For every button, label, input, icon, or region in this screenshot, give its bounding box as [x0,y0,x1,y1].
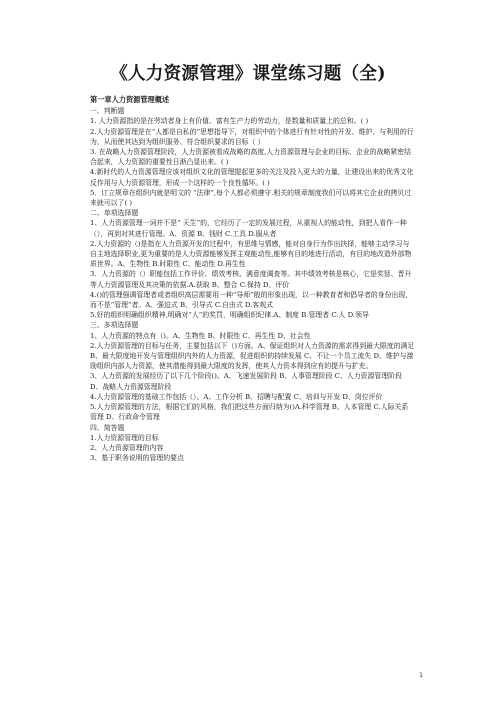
question-tf-3: 3. 在战略人力资源管理阶段，人力资源被看成战略的高度,人力资源管理与企业的目标、企业的战略紧密结合起来，人力资源的重要性日渐凸显出来。( ) [90,148,412,167]
question-sa-3: 3、基于职务说明的管理的要点 [90,454,184,463]
chapter-heading: 第一章人力资源管理概述 [90,95,170,104]
question-tf-4: 4.新时代的人力资源管理应该对组织文化的管理提起更多的关注及投入更大的力量，让建设出来的优秀文化反作用与人力资源管理，形成一个这样的一个良性循环。( ) [90,168,414,187]
question-mc-2: 2.人力资源管理的目标与任务，主要包括以下（)方面。A、保证组织对人力资源的需求得到最大限度的满足 B、最大限度地开发与管理组织内外的人力资源，促进组织的持续发展 C、不让一个员工流失 D、维护与激励组织内部人力资源，使其潜能得到最大限度的发挥，使其人力资本得到应有的提升与扩充。 [90,341,415,371]
document-title: 《人力资源管理》课堂练习题（全) [110,64,386,84]
question-sc-1: 1、人力资源管理一词并不是“ 天生”的，它经历了一定的发展过程，从重视人的能动性，到把人看作一种（），再到对其进行管理。A、资源 B、钱财 C.工具 D.服从者 [90,219,407,238]
question-sa-1: 1.人力资源管理的目标 [90,433,159,442]
section-heading-single-choice: 二、单项选择题 [90,209,139,218]
question-tf-1: 1. 人力资源指的是在劳动者身上有价值、富有生产力的劳动力，是数量和质量上的总和。( ) [90,117,369,126]
question-mc-3: 3、人力资源的发展经历了以下几个阶段()。A、飞速发展阶段 B、人事管理阶段 C、人力资源管理阶段 D、战略人力资源管理阶段 [90,372,402,391]
section-heading-true-false: 一、判断题 [90,107,125,116]
question-mc-5: 5.人力资源管理的方法，根据它们的风格，我们把这些方面归纳为()A.科学管理 B、人本管理 C.人际关系管理 D、行政命令管理 [90,403,409,422]
question-tf-5: 5．订立规章在组织内就是明文的 “法律”,每个人都必须遵守.相关的规章制度我们可以将其它企业的拷贝过来就可以了( ) [90,188,412,208]
question-mc-1: 1、人力资源的特点有（)。A、生物性 B、时限性 C、再生性 D、社会性 [90,331,311,340]
question-sc-5: 5.好的组织明确组织精神,明确对“人”的奖罚，明确组织纪律.A、制度 B.管理者 C.人 D.领导 [90,311,369,320]
question-sc-4: 4.()的管理强调管理者或者组织高层需要用一种“导师”般的形象出现，以一种教育者和倡导者的身份出现，而不是“管理”者。A、强迫式 B、引导式 C.自由式 D.客观式 [90,290,413,310]
question-sa-2: 2、人力资源管理的内容 [90,443,164,452]
section-heading-short-answer: 四、简答题 [90,423,125,432]
question-sc-3: 3．人力资源的（）职能包括工作评价、绩效考核、满意度调查等。其中绩效考核是核心，它是奖惩、晋升等人力资源管理及其决策的依据.A.获取 B、整合 C.保持 D、评价 [90,270,412,289]
question-sc-2: 2.人力资源的（)是指在人力资源开发的过程中，有思维与情感，能对自身行为作出抉择，能够主动学习与自主地选择职业,更为重要的是人力资源能够发挥主观能动性,能够有目的地进行活动，有目的地改造外部物质世界。A、生物性 B.时限性 C、能动性 D.再生性 [90,239,412,269]
document-body [90,95,415,463]
question-tf-2: 2.人力资源管理是在“人都是自私的”思想指导下，对组织中的个体进行有针对性的开发、维护、与利用的行为，从而使其达到为组织服务、符合组织要求的目标（ ） [90,127,414,146]
section-heading-multi-choice: 三、多项选择题 [90,321,139,330]
page-number: 1 [419,672,423,679]
question-mc-4: 4.人力资源管理的基础工作包括（）。A、工作分析 B、招聘与配置 C、培训与开发 D、岗位评价 [90,392,383,401]
